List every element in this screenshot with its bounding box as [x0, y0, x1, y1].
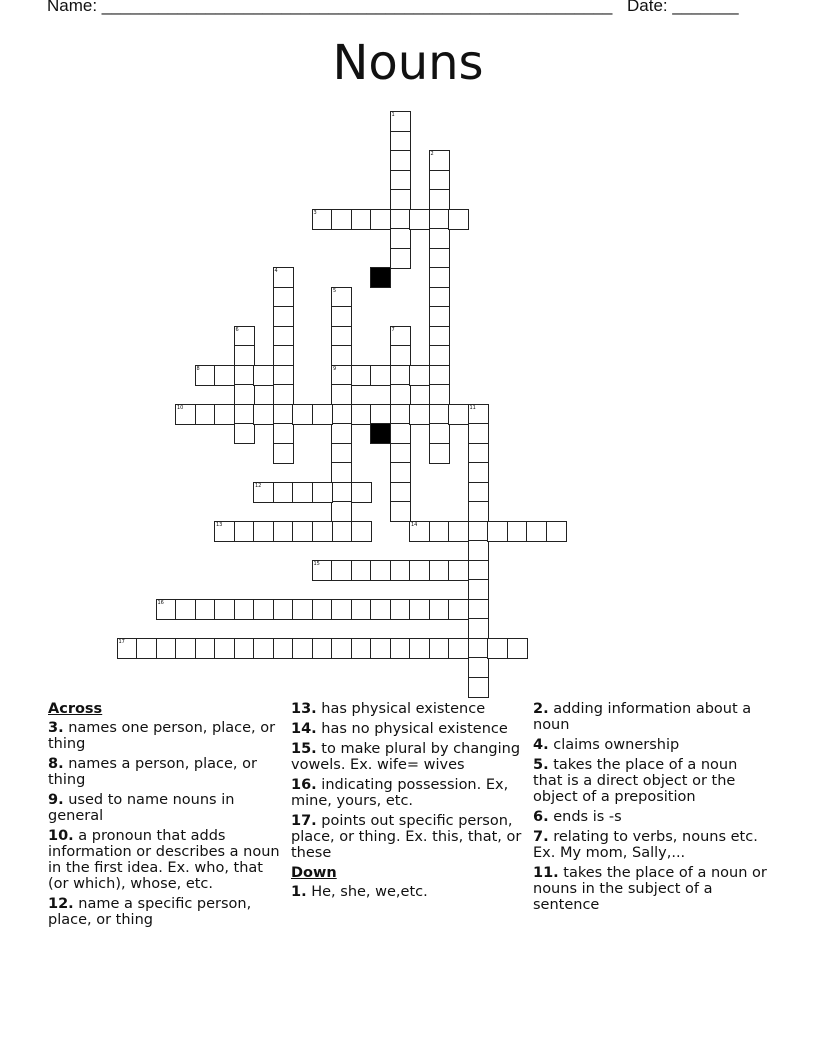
name-field[interactable]: Name: ______________________________________________________ [47, 0, 613, 15]
clue-item [48, 720, 284, 752]
grid-cell[interactable] [429, 599, 450, 620]
clue-text: indicating possession. Ex, mine, yours, etc. [291, 777, 509, 809]
grid-cell[interactable] [448, 521, 469, 542]
grid-cell[interactable] [331, 345, 352, 366]
grid-block [370, 423, 391, 444]
grid-cell[interactable] [273, 423, 294, 444]
grid-cell[interactable] [331, 482, 352, 503]
clue-text: relating to verbs, nouns etc. Ex. My mom, Sally,... [533, 829, 758, 861]
grid-cell[interactable] [234, 326, 255, 347]
grid-cell[interactable] [253, 638, 274, 659]
grid-cell[interactable] [214, 638, 235, 659]
grid-cell[interactable] [292, 599, 313, 620]
clue-item [533, 737, 769, 753]
grid-cell[interactable] [429, 423, 450, 444]
grid-cell[interactable] [429, 365, 450, 386]
grid-cell[interactable] [117, 638, 138, 659]
clue-text: takes the place of a noun that is a direct object or the object of a preposition [533, 757, 738, 805]
clue-item [48, 896, 284, 928]
grid-cell[interactable] [390, 423, 411, 444]
clue-number: 6 [235, 326, 239, 333]
grid-cell[interactable] [273, 365, 294, 386]
clue-item [533, 757, 769, 805]
grid-cell[interactable] [273, 443, 294, 464]
clue-number-label: 2. [533, 701, 549, 717]
grid-cell[interactable] [273, 267, 294, 288]
grid-cell[interactable] [331, 560, 352, 581]
grid-cell[interactable] [390, 462, 411, 483]
grid-cell[interactable] [234, 599, 255, 620]
grid-cell[interactable] [331, 384, 352, 405]
grid-cell[interactable] [273, 599, 294, 620]
grid-cell[interactable] [468, 540, 489, 561]
clue-number: 2 [430, 151, 434, 157]
clues-column-3 [533, 701, 769, 917]
grid-cell[interactable] [273, 482, 294, 503]
clue-text: names a person, place, or thing [48, 756, 257, 788]
grid-cell[interactable] [429, 150, 450, 171]
clue-number-label: 3. [48, 720, 64, 736]
clue-number-label: 4. [533, 737, 549, 753]
grid-cell[interactable] [429, 209, 450, 230]
grid-cell[interactable] [234, 384, 255, 405]
clues-column-2 [291, 701, 527, 904]
grid-cell[interactable] [429, 267, 450, 288]
grid-cell[interactable] [409, 599, 430, 620]
grid-cell[interactable] [312, 209, 333, 230]
clue-number-label: 15. [291, 741, 317, 757]
clue-item [48, 792, 284, 824]
clue-item [291, 884, 527, 900]
grid-cell[interactable] [468, 462, 489, 483]
grid-cell[interactable] [253, 482, 274, 503]
clue-number: 7 [391, 326, 395, 333]
clue-item [291, 721, 527, 737]
grid-cell[interactable] [390, 599, 411, 620]
clue-number: 11 [469, 404, 476, 411]
grid-cell[interactable] [390, 189, 411, 210]
across-heading: Across [48, 701, 103, 717]
clue-text: a pronoun that adds information or describes a noun in the first idea. Ex. who, that (or which), whose, etc. [48, 828, 280, 892]
grid-cell[interactable] [409, 404, 430, 425]
grid-cell[interactable] [390, 365, 411, 386]
grid-cell[interactable] [331, 365, 352, 386]
grid-cell[interactable] [390, 209, 411, 230]
grid-cell[interactable] [468, 560, 489, 581]
clue-text: ends is -s [548, 809, 622, 825]
grid-cell[interactable] [448, 638, 469, 659]
grid-cell[interactable] [156, 599, 177, 620]
grid-cell[interactable] [234, 365, 255, 386]
grid-cell[interactable] [331, 287, 352, 308]
grid-cell[interactable] [390, 404, 411, 425]
grid-cell[interactable] [468, 677, 489, 698]
grid-cell[interactable] [409, 638, 430, 659]
grid-cell[interactable] [487, 521, 508, 542]
grid-cell[interactable] [409, 560, 430, 581]
grid-cell[interactable] [234, 423, 255, 444]
grid-cell[interactable] [253, 365, 274, 386]
grid-cell[interactable] [429, 287, 450, 308]
grid-cell[interactable] [292, 638, 313, 659]
clue-item [291, 741, 527, 773]
clue-text: He, she, we,etc. [306, 884, 428, 900]
grid-block [370, 267, 391, 288]
clue-number: 9 [333, 365, 337, 372]
grid-cell[interactable] [409, 521, 430, 542]
clue-number-label: 6. [533, 809, 549, 825]
clues-column-1 [48, 701, 284, 932]
page-title: Nouns [332, 35, 484, 91]
grid-cell[interactable] [429, 560, 450, 581]
grid-cell[interactable] [234, 638, 255, 659]
clue-number: 1 [391, 112, 395, 118]
grid-cell[interactable] [409, 209, 430, 230]
grid-cell[interactable] [468, 501, 489, 522]
grid-cell[interactable] [331, 521, 352, 542]
grid-cell[interactable] [390, 384, 411, 405]
grid-cell[interactable] [292, 404, 313, 425]
grid-cell[interactable] [390, 345, 411, 366]
grid-cell[interactable] [351, 404, 372, 425]
grid-cell[interactable] [409, 365, 430, 386]
clue-number-label: 16. [291, 777, 317, 793]
clue-text: names one person, place, or thing [48, 720, 276, 752]
clue-item [291, 701, 527, 717]
grid-cell[interactable] [273, 521, 294, 542]
clue-number-label: 13. [291, 701, 317, 717]
grid-cell[interactable] [253, 404, 274, 425]
clue-number: 5 [333, 287, 337, 294]
clue-item [533, 865, 769, 913]
grid-cell[interactable] [468, 423, 489, 444]
grid-cell[interactable] [331, 423, 352, 444]
grid-cell[interactable] [390, 501, 411, 522]
grid-cell[interactable] [468, 579, 489, 600]
grid-cell[interactable] [468, 521, 489, 542]
clue-number-label: 14. [291, 721, 317, 737]
clue-number: 10 [177, 404, 184, 411]
grid-cell[interactable] [175, 638, 196, 659]
grid-cell[interactable] [195, 638, 216, 659]
grid-cell[interactable] [253, 599, 274, 620]
clue-number: 12 [255, 482, 262, 489]
grid-cell[interactable] [195, 365, 216, 386]
clue-item [48, 756, 284, 788]
grid-cell[interactable] [292, 521, 313, 542]
grid-cell[interactable] [331, 599, 352, 620]
grid-cell[interactable] [429, 345, 450, 366]
grid-cell[interactable] [214, 404, 235, 425]
grid-cell[interactable] [273, 287, 294, 308]
grid-cell[interactable] [370, 365, 391, 386]
grid-cell[interactable] [390, 131, 411, 152]
grid-cell[interactable] [448, 404, 469, 425]
grid-cell[interactable] [370, 560, 391, 581]
grid-cell[interactable] [429, 228, 450, 249]
grid-cell[interactable] [468, 482, 489, 503]
grid-cell[interactable] [214, 521, 235, 542]
clue-number: 17 [118, 638, 125, 645]
clue-number-label: 17. [291, 813, 317, 829]
grid-cell[interactable] [273, 384, 294, 405]
grid-cell[interactable] [253, 521, 274, 542]
grid-cell[interactable] [273, 638, 294, 659]
grid-cell[interactable] [370, 599, 391, 620]
grid-cell[interactable] [312, 599, 333, 620]
grid-cell[interactable] [429, 443, 450, 464]
grid-cell[interactable] [351, 482, 372, 503]
clue-item [48, 828, 284, 892]
grid-cell[interactable] [429, 404, 450, 425]
grid-cell[interactable] [273, 326, 294, 347]
clue-text: has no physical existence [316, 721, 508, 737]
grid-cell[interactable] [214, 365, 235, 386]
grid-cell[interactable] [175, 599, 196, 620]
grid-cell[interactable] [429, 170, 450, 191]
clue-number: 14 [411, 521, 418, 528]
grid-cell[interactable] [390, 560, 411, 581]
grid-cell[interactable] [390, 170, 411, 191]
grid-cell[interactable] [370, 638, 391, 659]
grid-cell[interactable] [312, 404, 333, 425]
grid-cell[interactable] [526, 521, 547, 542]
grid-cell[interactable] [273, 404, 294, 425]
grid-cell[interactable] [273, 345, 294, 366]
clue-number-label: 10. [48, 828, 74, 844]
grid-cell[interactable] [175, 404, 196, 425]
grid-cell[interactable] [370, 404, 391, 425]
clue-item [533, 809, 769, 825]
clue-number: 4 [274, 268, 278, 274]
grid-cell[interactable] [351, 560, 372, 581]
grid-cell[interactable] [136, 638, 157, 659]
grid-cell[interactable] [390, 326, 411, 347]
grid-cell[interactable] [312, 521, 333, 542]
date-field[interactable]: Date: _______ [627, 0, 739, 15]
grid-cell[interactable] [390, 150, 411, 171]
grid-cell[interactable] [331, 462, 352, 483]
clue-number-label: 5. [533, 757, 549, 773]
grid-cell[interactable] [331, 638, 352, 659]
clue-number-label: 7. [533, 829, 549, 845]
grid-cell[interactable] [390, 443, 411, 464]
grid-cell[interactable] [292, 482, 313, 503]
grid-cell[interactable] [429, 384, 450, 405]
grid-cell[interactable] [390, 228, 411, 249]
grid-cell[interactable] [448, 560, 469, 581]
grid-cell[interactable] [390, 482, 411, 503]
grid-cell[interactable] [507, 521, 528, 542]
clue-number-label: 9. [48, 792, 64, 808]
grid-cell[interactable] [468, 599, 489, 620]
grid-cell[interactable] [214, 599, 235, 620]
grid-cell[interactable] [448, 209, 469, 230]
clue-item [533, 701, 769, 733]
grid-cell[interactable] [331, 306, 352, 327]
grid-cell[interactable] [331, 501, 352, 522]
grid-cell[interactable] [370, 209, 391, 230]
clue-text: points out specific person, place, or thing. Ex. this, that, or these [291, 813, 522, 861]
grid-cell[interactable] [195, 404, 216, 425]
grid-cell[interactable] [390, 638, 411, 659]
grid-cell[interactable] [312, 638, 333, 659]
grid-cell[interactable] [468, 638, 489, 659]
grid-cell[interactable] [351, 638, 372, 659]
grid-cell[interactable] [468, 618, 489, 639]
clue-number-label: 1. [291, 884, 307, 900]
clue-number: 13 [216, 521, 223, 528]
grid-cell[interactable] [468, 443, 489, 464]
grid-cell[interactable] [351, 521, 372, 542]
clue-number-label: 12. [48, 896, 74, 912]
clue-number: 3 [313, 209, 317, 216]
grid-cell[interactable] [234, 404, 255, 425]
grid-cell[interactable] [331, 404, 352, 425]
clue-number-label: 8. [48, 756, 64, 772]
down-heading: Down [291, 865, 337, 881]
grid-cell[interactable] [429, 326, 450, 347]
clue-text: to make plural by changing vowels. Ex. wife= wives [291, 741, 521, 773]
clue-text: name a specific person, place, or thing [48, 896, 252, 928]
clue-text: used to name nouns in general [48, 792, 235, 824]
clue-text: has physical existence [316, 701, 486, 717]
grid-cell[interactable] [468, 657, 489, 678]
grid-cell[interactable] [468, 404, 489, 425]
grid-cell[interactable] [331, 443, 352, 464]
grid-cell[interactable] [156, 638, 177, 659]
grid-cell[interactable] [390, 111, 411, 132]
grid-cell[interactable] [351, 209, 372, 230]
grid-cell[interactable] [234, 521, 255, 542]
grid-cell[interactable] [273, 306, 294, 327]
clue-text: adding information about a noun [533, 701, 752, 733]
clue-item [533, 829, 769, 861]
grid-cell[interactable] [312, 482, 333, 503]
clue-number-label: 11. [533, 865, 559, 881]
grid-cell[interactable] [429, 306, 450, 327]
clue-number: 15 [313, 560, 320, 567]
grid-cell[interactable] [234, 345, 255, 366]
grid-cell[interactable] [351, 365, 372, 386]
clue-number: 8 [196, 365, 200, 372]
grid-cell[interactable] [507, 638, 528, 659]
clue-number: 16 [157, 599, 164, 606]
grid-cell[interactable] [429, 189, 450, 210]
grid-cell[interactable] [195, 599, 216, 620]
clue-item [291, 777, 527, 809]
grid-cell[interactable] [429, 521, 450, 542]
grid-cell[interactable] [331, 209, 352, 230]
clue-item [291, 813, 527, 861]
grid-cell[interactable] [351, 599, 372, 620]
grid-cell[interactable] [487, 638, 508, 659]
clue-text: claims ownership [548, 737, 680, 753]
grid-cell[interactable] [448, 599, 469, 620]
grid-cell[interactable] [312, 560, 333, 581]
grid-cell[interactable] [331, 326, 352, 347]
grid-cell[interactable] [429, 248, 450, 269]
grid-cell[interactable] [429, 638, 450, 659]
clue-text: takes the place of a noun or nouns in the subject of a sentence [533, 865, 767, 913]
grid-cell[interactable] [546, 521, 567, 542]
grid-cell[interactable] [390, 248, 411, 269]
